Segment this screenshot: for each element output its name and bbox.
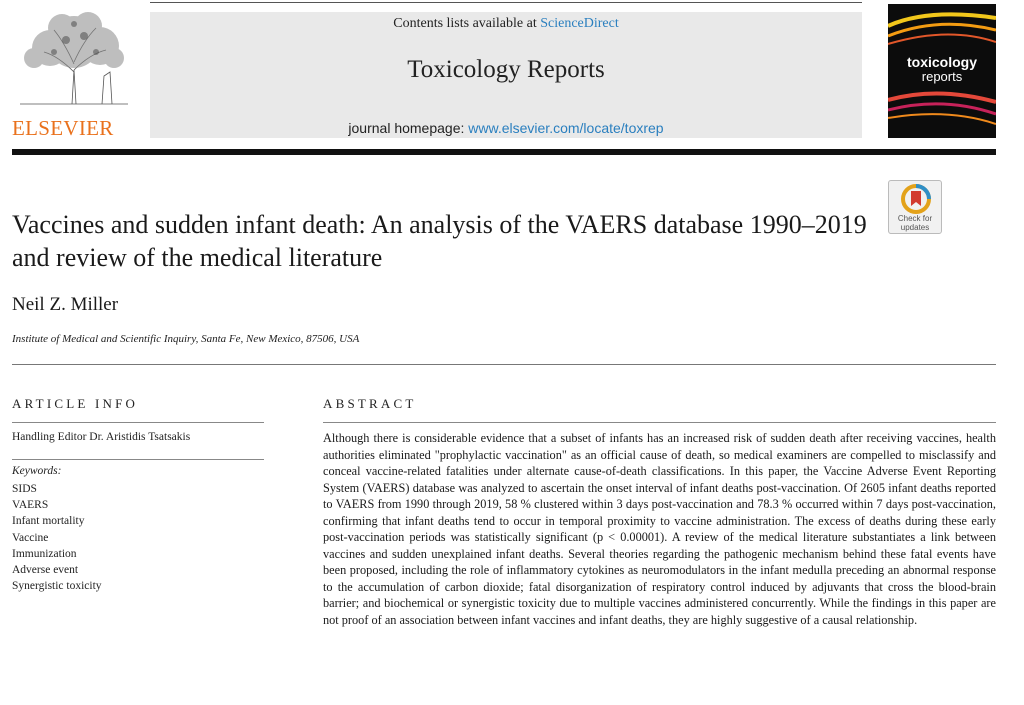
journal-banner [150, 12, 862, 138]
homepage-prefix: journal homepage: [348, 120, 469, 136]
publisher-logo[interactable] [12, 12, 142, 140]
cover-title: toxicology [906, 54, 977, 70]
article-title: Vaccines and sudden infant death: An analysis of the VAERS database 1990–2019 and review of the medical literature [12, 210, 867, 272]
contents-prefix: Contents lists available at [393, 16, 541, 31]
keyword-item: SIDS [12, 483, 37, 495]
author-affiliation: Institute of Medical and Scientific Inquiry, Santa Fe, New Mexico, 87506, USA [12, 333, 360, 345]
check-updates-icon [900, 184, 932, 214]
journal-cover[interactable] [888, 4, 996, 138]
header-top-rule [150, 2, 862, 3]
title-divider [12, 364, 996, 365]
keyword-item: VAERS [12, 499, 49, 512]
journal-homepage-link[interactable]: www.elsevier.com/locate/toxrep [468, 120, 664, 136]
keyword-item: Synergistic toxicity [12, 580, 102, 593]
contents-line [150, 16, 862, 32]
keywords-label: Keywords: [12, 465, 62, 477]
article-info-heading: ARTICLE INFO [12, 396, 139, 411]
abstract-heading: ABSTRACT [323, 396, 417, 411]
tree-emblem-icon [14, 12, 134, 108]
journal-header [12, 0, 996, 150]
keyword-item: Immunization [12, 547, 77, 560]
sciencedirect-link[interactable]: ScienceDirect [540, 16, 619, 31]
editor-rule [12, 459, 264, 460]
publisher-name: ELSEVIER [12, 116, 114, 140]
keyword-list [12, 481, 102, 594]
keyword-item: Vaccine [12, 531, 49, 544]
check-updates-label [889, 214, 941, 232]
abstract-text: Although there is considerable evidence that a subset of infants has an increased risk of sudden death after receiving vaccines, health authorities eliminated "prophylactic vaccination" as an official cause of death, so medical examiners are compelled to misclassify and conceal vaccine-related fatalities under alternate cause-of-death classifications. In this paper, the Vaccine Adverse Event Reporting System (VAERS) database was analyzed to ascertain the onset interval of infant deaths post-vaccination. Of 2605 infant deaths reported to VAERS from 1990 through 2019, 58 % clustered within 3 days post-vaccination and 78.3 % occurred within 7 days post-vaccination, confirming that infant deaths tend to occur in temporal proximity to vaccine administration. The excess of deaths during these early post-vaccination periods was statistically significant (p < 0.00001). A review of the medical literature substantiates a link between vaccines and sudden unexplained infant deaths. Several theories regarding the pathogenic mechanism behind these fatal events have been proposed, including the role of inflammatory cytokines as neuromodulators in the infant medulla preceding an abnormal response to the accumulation of carbon dioxide; fatal disorganization of respiratory control induced by adjuvants that cross the blood-brain barrier; and biochemical or synergistic toxicity due to multiple vaccines administered concurrently. While the findings in this paper are not proof of an association between infant vaccines and infant deaths, they are highly suggestive of a causal relationship. [323, 431, 996, 627]
homepage-line [150, 120, 862, 136]
journal-title[interactable]: Toxicology Reports [407, 56, 605, 83]
check-updates-line2: updates [900, 223, 930, 232]
cover-subtitle: reports [921, 69, 963, 84]
author-name[interactable]: Neil Z. Miller [12, 294, 119, 315]
check-updates-line1: Check for [897, 214, 933, 223]
check-for-updates-button[interactable] [888, 180, 942, 234]
handling-editor: Handling Editor Dr. Aristidis Tsatsakis [12, 431, 191, 443]
article-info-rule [12, 422, 264, 423]
abstract-rule [323, 422, 996, 423]
header-divider [12, 149, 996, 155]
keyword-item: Infant mortality [12, 515, 85, 528]
keyword-item: Adverse event [12, 564, 79, 577]
